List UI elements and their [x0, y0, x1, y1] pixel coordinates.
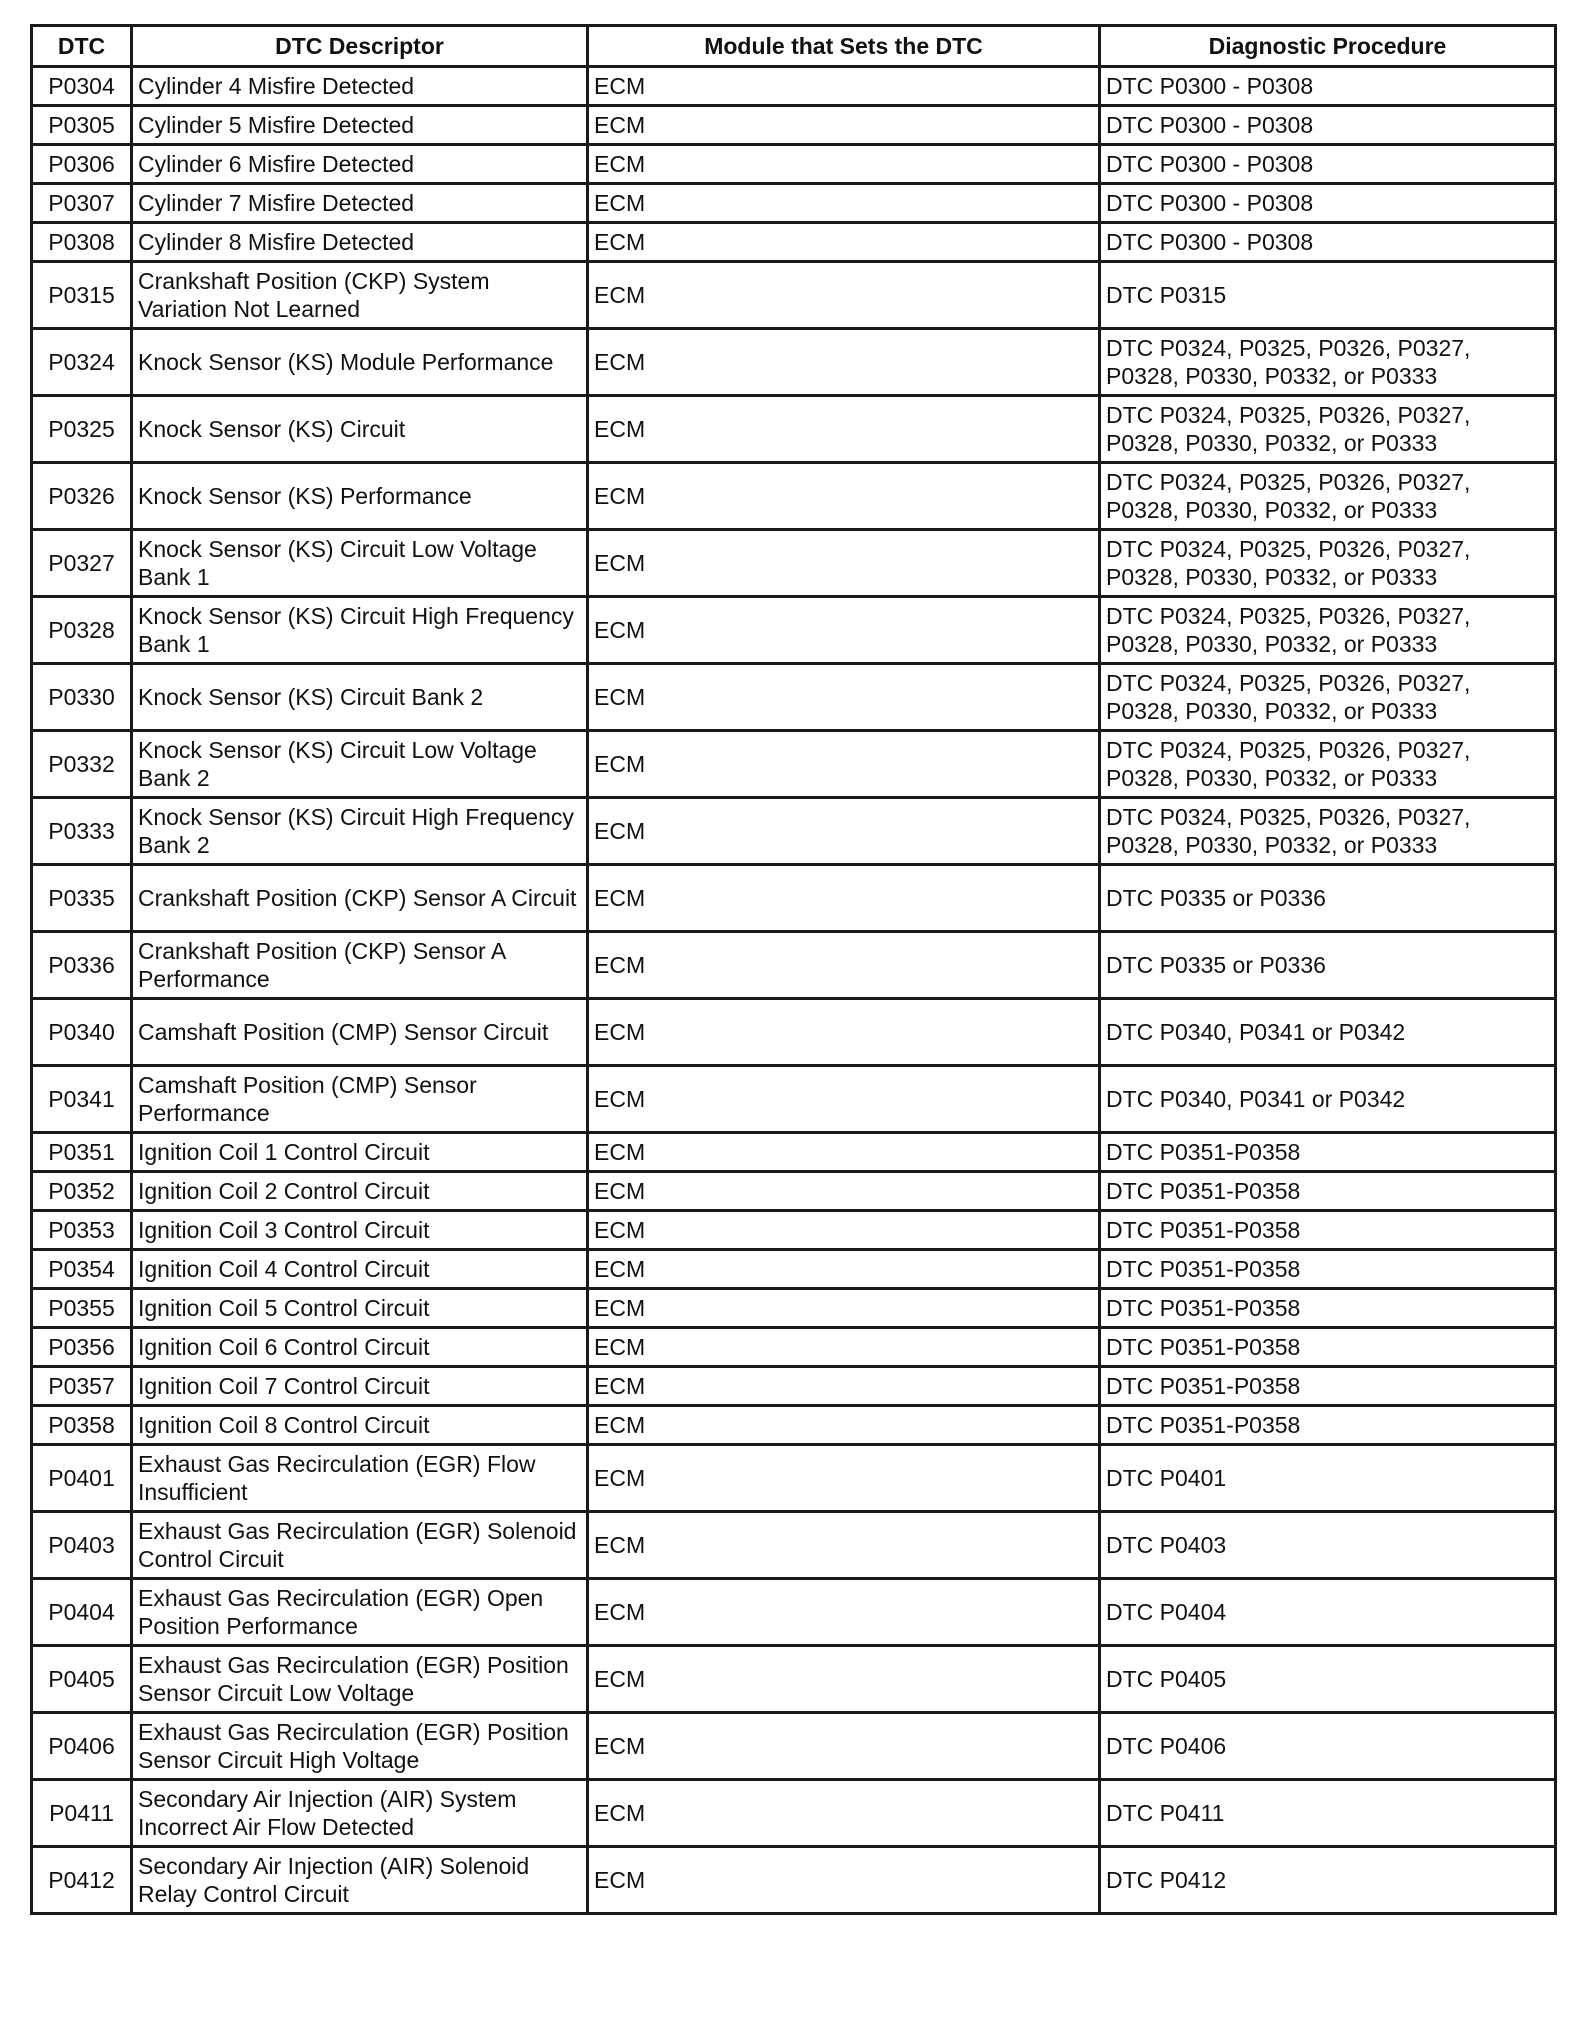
module-cell: ECM [588, 530, 1100, 597]
module-cell: ECM [588, 1406, 1100, 1445]
module-cell: ECM [588, 1328, 1100, 1367]
table-row [32, 1406, 1556, 1445]
dtc-descriptor-cell: Crankshaft Position (CKP) System Variation Not Learned [132, 262, 588, 329]
dtc-code-cell: P0326 [32, 463, 132, 530]
module-cell: ECM [588, 1367, 1100, 1406]
diagnostic-procedure-cell: DTC P0335 or P0336 [1100, 932, 1556, 999]
dtc-descriptor-cell: Ignition Coil 5 Control Circuit [132, 1289, 588, 1328]
diagnostic-procedure-cell: DTC P0351-P0358 [1100, 1250, 1556, 1289]
dtc-code-cell: P0353 [32, 1211, 132, 1250]
diagnostic-procedure-cell: DTC P0351-P0358 [1100, 1289, 1556, 1328]
dtc-descriptor-cell: Knock Sensor (KS) Circuit High Frequency Bank 2 [132, 798, 588, 865]
module-cell: ECM [588, 597, 1100, 664]
dtc-descriptor-cell: Exhaust Gas Recirculation (EGR) Position Sensor Circuit Low Voltage [132, 1646, 588, 1713]
diagnostic-procedure-cell: DTC P0405 [1100, 1646, 1556, 1713]
dtc-code-cell: P0325 [32, 396, 132, 463]
table-row [32, 664, 1556, 731]
dtc-descriptor-cell: Knock Sensor (KS) Circuit High Frequency Bank 1 [132, 597, 588, 664]
module-cell: ECM [588, 1066, 1100, 1133]
dtc-code-cell: P0324 [32, 329, 132, 396]
diagnostic-procedure-cell: DTC P0300 - P0308 [1100, 106, 1556, 145]
dtc-code-cell: P0307 [32, 184, 132, 223]
dtc-descriptor-cell: Ignition Coil 1 Control Circuit [132, 1133, 588, 1172]
dtc-descriptor-cell: Ignition Coil 2 Control Circuit [132, 1172, 588, 1211]
module-cell: ECM [588, 67, 1100, 106]
diagnostic-procedure-cell: DTC P0324, P0325, P0326, P0327, P0328, P0330, P0332, or P0333 [1100, 530, 1556, 597]
module-cell: ECM [588, 999, 1100, 1066]
module-cell: ECM [588, 1713, 1100, 1780]
module-cell: ECM [588, 145, 1100, 184]
table-row [32, 1211, 1556, 1250]
diagnostic-procedure-cell: DTC P0324, P0325, P0326, P0327, P0328, P0330, P0332, or P0333 [1100, 463, 1556, 530]
dtc-code-cell: P0406 [32, 1713, 132, 1780]
dtc-descriptor-cell: Ignition Coil 6 Control Circuit [132, 1328, 588, 1367]
table-row [32, 463, 1556, 530]
dtc-descriptor-cell: Exhaust Gas Recirculation (EGR) Open Position Performance [132, 1579, 588, 1646]
module-cell: ECM [588, 664, 1100, 731]
dtc-code-cell: P0315 [32, 262, 132, 329]
table-row [32, 932, 1556, 999]
dtc-descriptor-cell: Secondary Air Injection (AIR) Solenoid Relay Control Circuit [132, 1847, 588, 1914]
table-row [32, 1328, 1556, 1367]
diagnostic-procedure-cell: DTC P0401 [1100, 1445, 1556, 1512]
table-row [32, 1367, 1556, 1406]
dtc-table [30, 24, 1557, 1915]
diagnostic-procedure-cell: DTC P0351-P0358 [1100, 1133, 1556, 1172]
dtc-code-cell: P0356 [32, 1328, 132, 1367]
dtc-descriptor-cell: Exhaust Gas Recirculation (EGR) Flow Insufficient [132, 1445, 588, 1512]
module-cell: ECM [588, 262, 1100, 329]
table-row [32, 1780, 1556, 1847]
dtc-code-cell: P0355 [32, 1289, 132, 1328]
diagnostic-procedure-cell: DTC P0340, P0341 or P0342 [1100, 999, 1556, 1066]
table-row [32, 223, 1556, 262]
table-body [32, 67, 1556, 1914]
dtc-code-cell: P0327 [32, 530, 132, 597]
table-row [32, 1172, 1556, 1211]
dtc-code-cell: P0357 [32, 1367, 132, 1406]
dtc-descriptor-cell: Ignition Coil 7 Control Circuit [132, 1367, 588, 1406]
dtc-descriptor-cell: Crankshaft Position (CKP) Sensor A Performance [132, 932, 588, 999]
module-cell: ECM [588, 106, 1100, 145]
module-cell: ECM [588, 1250, 1100, 1289]
module-cell: ECM [588, 1780, 1100, 1847]
dtc-code-cell: P0332 [32, 731, 132, 798]
table-row [32, 530, 1556, 597]
diagnostic-procedure-cell: DTC P0403 [1100, 1512, 1556, 1579]
dtc-code-cell: P0411 [32, 1780, 132, 1847]
diagnostic-procedure-cell: DTC P0351-P0358 [1100, 1172, 1556, 1211]
dtc-code-cell: P0358 [32, 1406, 132, 1445]
dtc-descriptor-cell: Exhaust Gas Recirculation (EGR) Position Sensor Circuit High Voltage [132, 1713, 588, 1780]
table-row [32, 731, 1556, 798]
dtc-descriptor-cell: Knock Sensor (KS) Circuit [132, 396, 588, 463]
dtc-code-cell: P0354 [32, 1250, 132, 1289]
dtc-descriptor-cell: Knock Sensor (KS) Module Performance [132, 329, 588, 396]
table-row [32, 1133, 1556, 1172]
module-cell: ECM [588, 865, 1100, 932]
dtc-code-cell: P0405 [32, 1646, 132, 1713]
diagnostic-procedure-cell: DTC P0300 - P0308 [1100, 67, 1556, 106]
diagnostic-procedure-cell: DTC P0324, P0325, P0326, P0327, P0328, P0330, P0332, or P0333 [1100, 329, 1556, 396]
dtc-descriptor-cell: Camshaft Position (CMP) Sensor Circuit [132, 999, 588, 1066]
module-cell: ECM [588, 1445, 1100, 1512]
dtc-descriptor-cell: Cylinder 8 Misfire Detected [132, 223, 588, 262]
module-cell: ECM [588, 396, 1100, 463]
dtc-descriptor-cell: Ignition Coil 8 Control Circuit [132, 1406, 588, 1445]
table-row [32, 262, 1556, 329]
table-row [32, 865, 1556, 932]
module-cell: ECM [588, 184, 1100, 223]
dtc-descriptor-cell: Knock Sensor (KS) Circuit Low Voltage Bank 2 [132, 731, 588, 798]
diagnostic-procedure-cell: DTC P0351-P0358 [1100, 1406, 1556, 1445]
module-cell: ECM [588, 1512, 1100, 1579]
module-cell: ECM [588, 932, 1100, 999]
diagnostic-procedure-cell: DTC P0406 [1100, 1713, 1556, 1780]
module-cell: ECM [588, 463, 1100, 530]
diagnostic-procedure-cell: DTC P0404 [1100, 1579, 1556, 1646]
table-row [32, 1713, 1556, 1780]
module-cell: ECM [588, 1646, 1100, 1713]
diagnostic-procedure-cell: DTC P0411 [1100, 1780, 1556, 1847]
table-row [32, 184, 1556, 223]
module-cell: ECM [588, 798, 1100, 865]
dtc-code-cell: P0351 [32, 1133, 132, 1172]
dtc-code-cell: P0330 [32, 664, 132, 731]
header-diagnostic-procedure: Diagnostic Procedure [1100, 26, 1556, 67]
diagnostic-procedure-cell: DTC P0324, P0325, P0326, P0327, P0328, P0330, P0332, or P0333 [1100, 396, 1556, 463]
header-dtc: DTC [32, 26, 132, 67]
dtc-descriptor-cell: Cylinder 5 Misfire Detected [132, 106, 588, 145]
dtc-descriptor-cell: Knock Sensor (KS) Performance [132, 463, 588, 530]
table-row [32, 1512, 1556, 1579]
table-row [32, 798, 1556, 865]
dtc-code-cell: P0403 [32, 1512, 132, 1579]
dtc-code-cell: P0328 [32, 597, 132, 664]
dtc-code-cell: P0412 [32, 1847, 132, 1914]
dtc-code-cell: P0335 [32, 865, 132, 932]
table-row [32, 1646, 1556, 1713]
diagnostic-procedure-cell: DTC P0351-P0358 [1100, 1211, 1556, 1250]
table-row [32, 597, 1556, 664]
header-dtc-descriptor: DTC Descriptor [132, 26, 588, 67]
table-row [32, 106, 1556, 145]
table-row [32, 999, 1556, 1066]
dtc-descriptor-cell: Ignition Coil 3 Control Circuit [132, 1211, 588, 1250]
table-row [32, 1289, 1556, 1328]
dtc-descriptor-cell: Knock Sensor (KS) Circuit Low Voltage Bank 1 [132, 530, 588, 597]
diagnostic-procedure-cell: DTC P0315 [1100, 262, 1556, 329]
diagnostic-procedure-cell: DTC P0324, P0325, P0326, P0327, P0328, P0330, P0332, or P0333 [1100, 731, 1556, 798]
dtc-descriptor-cell: Ignition Coil 4 Control Circuit [132, 1250, 588, 1289]
dtc-descriptor-cell: Cylinder 4 Misfire Detected [132, 67, 588, 106]
dtc-code-cell: P0341 [32, 1066, 132, 1133]
diagnostic-procedure-cell: DTC P0300 - P0308 [1100, 145, 1556, 184]
diagnostic-procedure-cell: DTC P0340, P0341 or P0342 [1100, 1066, 1556, 1133]
diagnostic-procedure-cell: DTC P0335 or P0336 [1100, 865, 1556, 932]
dtc-code-cell: P0306 [32, 145, 132, 184]
diagnostic-procedure-cell: DTC P0300 - P0308 [1100, 223, 1556, 262]
table-row [32, 1250, 1556, 1289]
module-cell: ECM [588, 1133, 1100, 1172]
table-row [32, 1579, 1556, 1646]
table-row [32, 396, 1556, 463]
dtc-code-cell: P0401 [32, 1445, 132, 1512]
table-row [32, 1847, 1556, 1914]
module-cell: ECM [588, 731, 1100, 798]
dtc-code-cell: P0352 [32, 1172, 132, 1211]
dtc-code-cell: P0304 [32, 67, 132, 106]
dtc-code-cell: P0305 [32, 106, 132, 145]
table-row [32, 67, 1556, 106]
module-cell: ECM [588, 1847, 1100, 1914]
dtc-code-cell: P0340 [32, 999, 132, 1066]
module-cell: ECM [588, 1579, 1100, 1646]
dtc-descriptor-cell: Knock Sensor (KS) Circuit Bank 2 [132, 664, 588, 731]
dtc-descriptor-cell: Exhaust Gas Recirculation (EGR) Solenoid Control Circuit [132, 1512, 588, 1579]
module-cell: ECM [588, 1172, 1100, 1211]
dtc-code-cell: P0333 [32, 798, 132, 865]
table-row [32, 145, 1556, 184]
dtc-code-cell: P0308 [32, 223, 132, 262]
diagnostic-procedure-cell: DTC P0324, P0325, P0326, P0327, P0328, P0330, P0332, or P0333 [1100, 664, 1556, 731]
dtc-table-container [30, 24, 1554, 1915]
dtc-descriptor-cell: Crankshaft Position (CKP) Sensor A Circuit [132, 865, 588, 932]
diagnostic-procedure-cell: DTC P0351-P0358 [1100, 1367, 1556, 1406]
diagnostic-procedure-cell: DTC P0324, P0325, P0326, P0327, P0328, P0330, P0332, or P0333 [1100, 798, 1556, 865]
module-cell: ECM [588, 329, 1100, 396]
dtc-descriptor-cell: Cylinder 6 Misfire Detected [132, 145, 588, 184]
diagnostic-procedure-cell: DTC P0300 - P0308 [1100, 184, 1556, 223]
table-header-row [32, 26, 1556, 67]
dtc-code-cell: P0336 [32, 932, 132, 999]
dtc-code-cell: P0404 [32, 1579, 132, 1646]
module-cell: ECM [588, 223, 1100, 262]
dtc-descriptor-cell: Camshaft Position (CMP) Sensor Performance [132, 1066, 588, 1133]
table-row [32, 1066, 1556, 1133]
module-cell: ECM [588, 1289, 1100, 1328]
table-row [32, 329, 1556, 396]
module-cell: ECM [588, 1211, 1100, 1250]
diagnostic-procedure-cell: DTC P0351-P0358 [1100, 1328, 1556, 1367]
header-module: Module that Sets the DTC [588, 26, 1100, 67]
dtc-descriptor-cell: Secondary Air Injection (AIR) System Incorrect Air Flow Detected [132, 1780, 588, 1847]
diagnostic-procedure-cell: DTC P0324, P0325, P0326, P0327, P0328, P0330, P0332, or P0333 [1100, 597, 1556, 664]
table-row [32, 1445, 1556, 1512]
diagnostic-procedure-cell: DTC P0412 [1100, 1847, 1556, 1914]
dtc-descriptor-cell: Cylinder 7 Misfire Detected [132, 184, 588, 223]
